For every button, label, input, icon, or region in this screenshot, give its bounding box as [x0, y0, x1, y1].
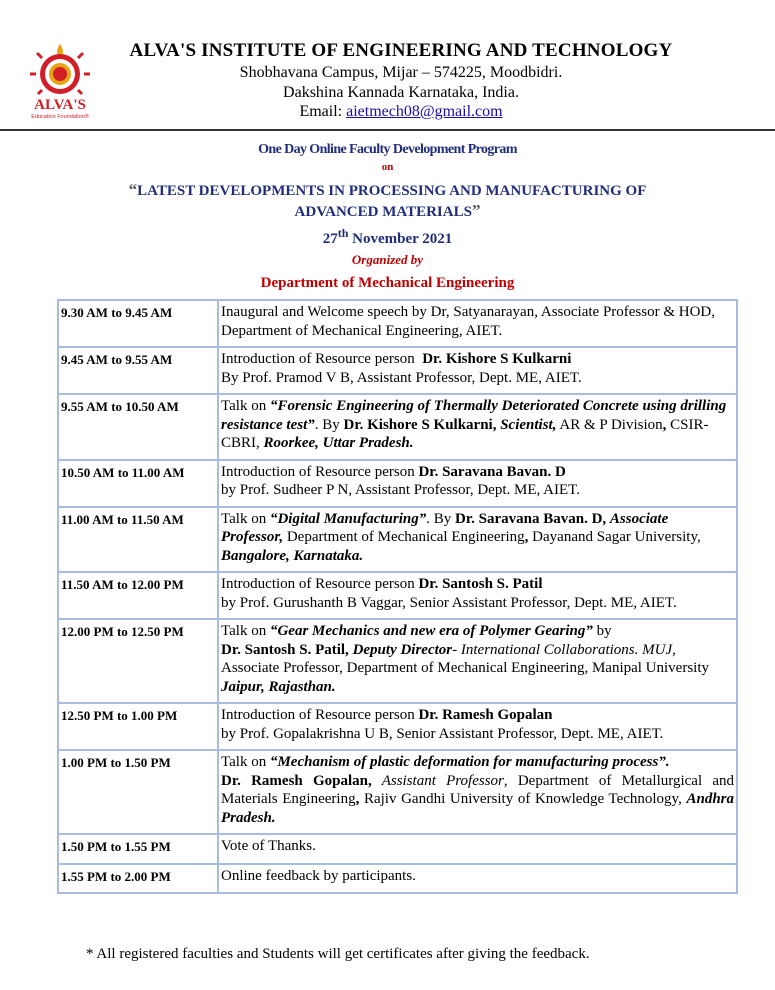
speaker-designation: Deputy Director — [352, 641, 453, 658]
topic-open-quote: “ — [128, 180, 138, 199]
event-text: Department of Mechanical Engineering — [283, 529, 525, 545]
email-line — [108, 103, 694, 121]
speaker-name: Dr. Saravana Bavan. D, — [455, 510, 610, 527]
event-text: Introduction of Resource person — [221, 351, 423, 367]
time-cell: 9.30 AM to 9.45 AM — [58, 300, 218, 347]
event-cell — [218, 507, 737, 573]
time-cell: 9.55 AM to 10.50 AM — [58, 394, 218, 460]
event-text: Inaugural and Welcome speech by Dr, Satyanarayan, Associate Professor & HOD, Department of Mechanical Engineering, AIET. — [221, 304, 716, 339]
event-cell — [218, 394, 737, 460]
event-text: CSIR-CBRI, — [221, 416, 709, 451]
table-row — [58, 864, 737, 894]
event-text: Dayanand Sagar University, — [528, 529, 701, 545]
talk-title: “Gear Mechanics and new era of Polymer Gearing” — [269, 623, 593, 639]
schedule-table — [57, 299, 738, 894]
organized-by: Organized by — [351, 252, 424, 267]
table-row — [58, 460, 737, 507]
event-text: Introduction of Resource person — [221, 463, 419, 480]
speaker-name: Dr. Saravana Bavan. D — [418, 463, 566, 480]
time-cell: 1.50 PM to 1.55 PM — [58, 834, 218, 864]
address-line-1: Shobhavana Campus, Mijar – 574225, Moodbidri. — [239, 64, 563, 81]
event-text: Talk on — [221, 398, 270, 414]
program-topic — [0, 180, 775, 222]
event-text: , Department of Metallurgical and Materials Engineering — [221, 772, 734, 807]
speaker-name: Dr. Santosh S. Patil, — [221, 641, 353, 658]
event-text: Associate Professor, Department of Mechanical Engineering, Manipal University — [221, 660, 710, 676]
date-month-year: November 2021 — [348, 231, 453, 247]
event-text: by — [592, 623, 612, 639]
event-text: Online feedback by participants. — [221, 867, 416, 884]
institute-name: ALVA'S INSTITUTE OF ENGINEERING AND TECHNOLOGY — [129, 40, 673, 61]
event-text: , — [355, 791, 360, 807]
table-row — [58, 619, 737, 703]
department-name: Department of Mechanical Engineering — [260, 275, 515, 291]
header-divider — [0, 129, 775, 131]
event-text: Vote of Thanks. — [221, 838, 316, 854]
event-cell — [218, 864, 737, 894]
speaker-name: Dr. Ramesh Gopalan — [418, 707, 553, 723]
speaker-name: Dr. Ramesh Gopalan, — [221, 772, 372, 789]
event-text: Introduction of Resource person — [221, 707, 419, 723]
time-cell: 10.50 AM to 11.00 AM — [58, 460, 218, 507]
time-cell: 1.55 PM to 2.00 PM — [58, 864, 218, 894]
table-row — [58, 703, 737, 750]
event-cell — [218, 300, 737, 347]
introducer-text: by Prof. Gopalakrishna U B, Senior Assistant Professor, Dept. ME, AIET. — [221, 725, 664, 742]
table-row — [58, 394, 737, 460]
event-cell — [218, 750, 737, 834]
time-cell: 1.00 PM to 1.50 PM — [58, 750, 218, 834]
time-cell: 9.45 AM to 9.55 AM — [58, 347, 218, 394]
logo-emblem-icon — [30, 44, 90, 94]
event-cell — [218, 703, 737, 750]
table-row — [58, 572, 737, 619]
time-cell: 12.50 PM to 1.00 PM — [58, 703, 218, 750]
table-row — [58, 347, 737, 394]
certificate-note: * All registered faculties and Students will get certificates after giving the feedback. — [86, 946, 590, 962]
introducer-text: By Prof. Pramod V B, Assistant Professor, Dept. ME, AIET. — [221, 369, 582, 386]
introducer-text: by Prof. Sudheer P N, Assistant Professor, Dept. ME, AIET. — [221, 482, 580, 498]
topic-line-2: ADVANCED MATERIALS — [294, 204, 472, 220]
speaker-designation: Assistant Professor — [371, 772, 504, 789]
time-cell: 11.50 AM to 12.00 PM — [58, 572, 218, 619]
address-line-2: Dakshina Kannada Karnataka, India. — [283, 84, 519, 101]
introducer-text: by Prof. Gurushanth B Vaggar, Senior Assistant Professor, Dept. ME, AIET. — [221, 594, 677, 611]
event-text: - International Collaborations. MUJ, — [452, 641, 676, 658]
program-date — [0, 226, 775, 248]
program-title: One Day Online Faculty Development Program — [258, 142, 517, 157]
talk-title: “Digital Manufacturing” — [269, 510, 427, 527]
event-cell — [218, 619, 737, 703]
speaker-name: Dr. Kishore S Kulkarni, — [343, 416, 501, 433]
event-cell — [218, 572, 737, 619]
event-cell — [218, 834, 737, 864]
speaker-name: Dr. Kishore S Kulkarni — [422, 351, 572, 367]
table-row — [58, 750, 737, 834]
speaker-location: Roorkee, Uttar Pradesh. — [263, 435, 414, 451]
event-text: , — [662, 416, 671, 433]
speaker-location: Andhra Pradesh. — [221, 791, 734, 826]
event-cell — [218, 347, 737, 394]
speaker-location: Bangalore, Karnataka. — [221, 547, 364, 564]
email-link[interactable]: aietmech08@gmail.com — [346, 103, 503, 120]
speaker-location: Jaipur, Rajasthan. — [221, 678, 336, 695]
talk-title: “Forensic Engineering of Thermally Deteriorated Concrete using drilling resistance test” — [221, 398, 727, 433]
event-text: , — [524, 529, 529, 545]
logo-subtext: Education Foundation® — [31, 114, 89, 120]
email-label: Email: — [299, 103, 347, 120]
time-cell: 12.00 PM to 12.50 PM — [58, 619, 218, 703]
event-text: . By — [314, 416, 344, 433]
event-text: Talk on — [221, 510, 270, 527]
date-suffix: th — [337, 226, 349, 240]
table-row — [58, 507, 737, 573]
table-row — [58, 300, 737, 347]
table-row — [58, 834, 737, 864]
event-text: . By — [426, 510, 456, 527]
logo-text: ALVA'S — [34, 97, 86, 113]
program-on: on — [381, 161, 394, 173]
event-text: AR & P Division — [556, 416, 663, 433]
time-cell: 11.00 AM to 11.50 AM — [58, 507, 218, 573]
event-text: Talk on — [221, 754, 270, 770]
event-text: Introduction of Resource person — [221, 576, 419, 592]
topic-line-1: LATEST DEVELOPMENTS IN PROCESSING AND MANUFACTURING OF — [137, 183, 647, 199]
event-cell — [218, 460, 737, 507]
topic-close-quote: ” — [471, 201, 481, 220]
alvas-logo — [18, 40, 102, 120]
event-text: Talk on — [221, 623, 270, 639]
speaker-designation: Associate Professor, — [221, 510, 669, 545]
speaker-designation: Scientist, — [500, 416, 557, 433]
event-text: Rajiv Gandhi University of Knowledge Technology, — [359, 791, 687, 807]
talk-title: “Mechanism of plastic deformation for manufacturing process”. — [269, 754, 670, 770]
speaker-name: Dr. Santosh S. Patil — [418, 576, 543, 592]
date-day: 27 — [322, 231, 338, 247]
